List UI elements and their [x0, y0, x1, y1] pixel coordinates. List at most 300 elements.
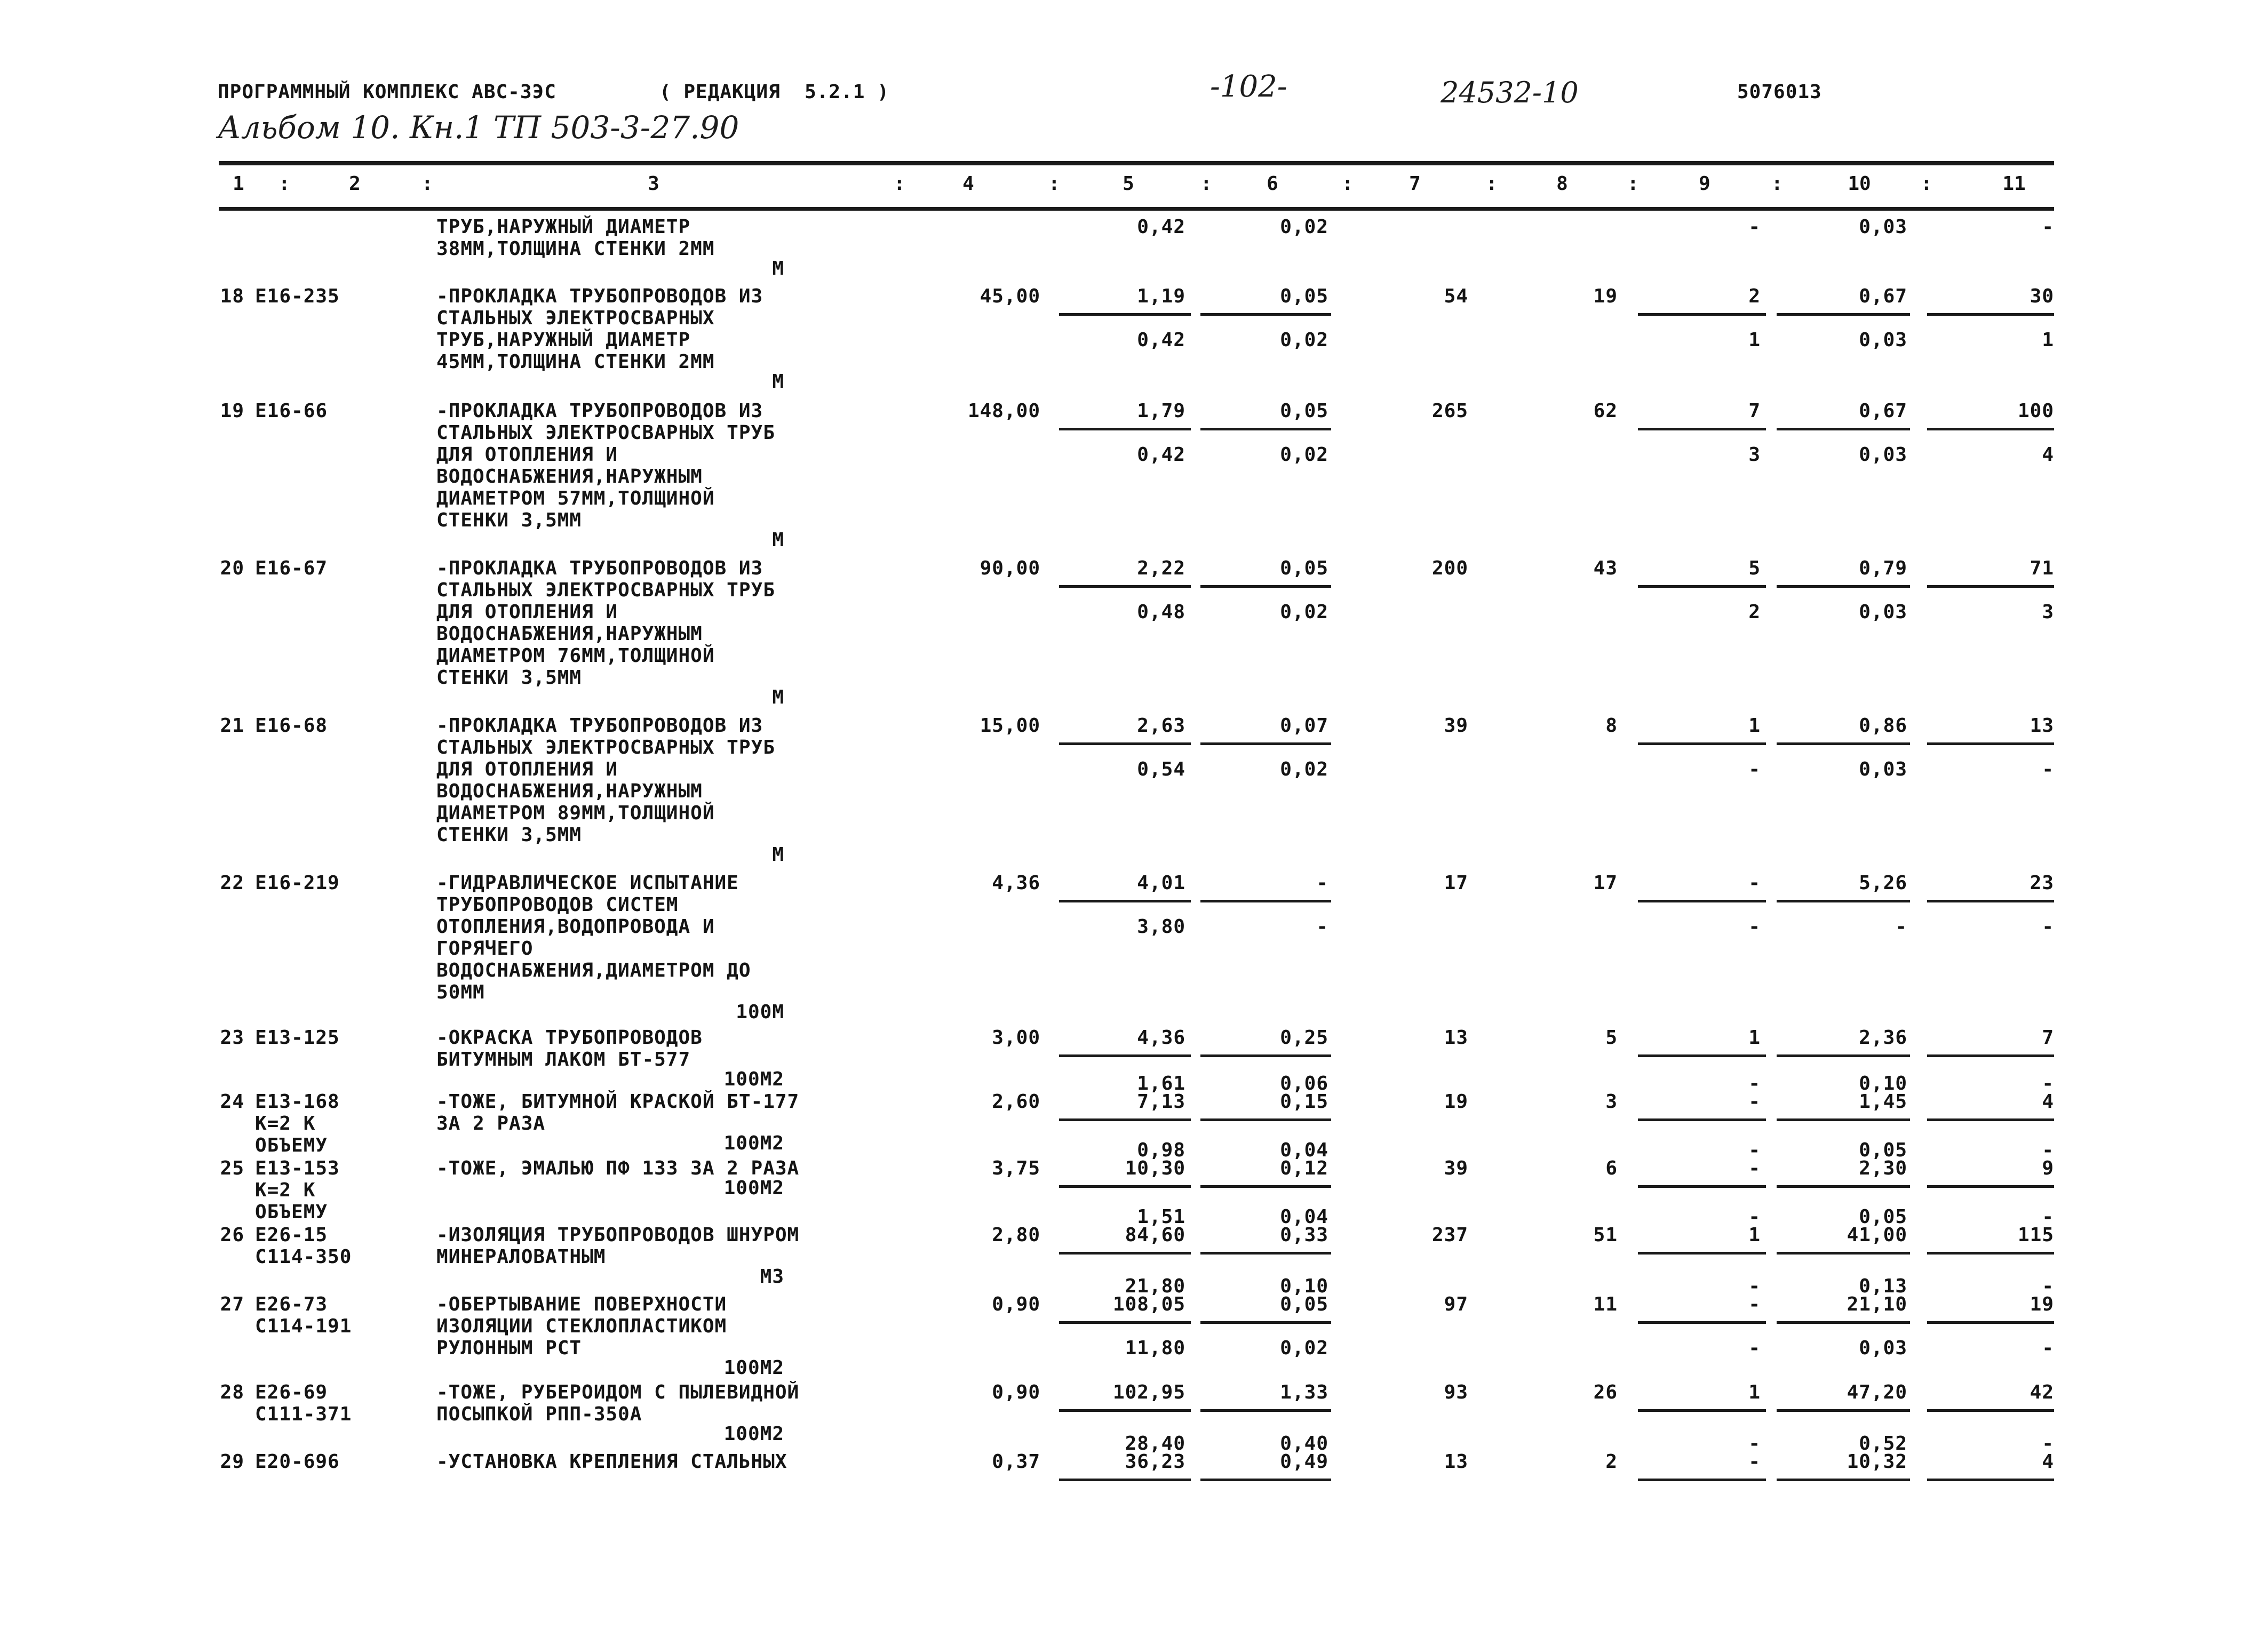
item-description: -ТОЖЕ, РУБЕРОИДОМ С ПЫЛЕВИДНОЙ [436, 1381, 800, 1403]
column-separator: : [1342, 173, 1354, 195]
item-description: ДИАМЕТРОМ 89ММ,ТОЛЩИНОЙ [436, 802, 715, 824]
item-description: ВОДОСНАБЖЕНИЯ,НАРУЖНЫМ [436, 466, 703, 488]
cell-c10: 10,32 [1847, 1451, 1907, 1473]
row-number: 19 [220, 400, 244, 422]
cell-c5-lower: 0,42 [1137, 216, 1185, 238]
fraction-line [1777, 428, 1910, 430]
unit-label: 100М2 [723, 1068, 784, 1090]
cell-c7: 200 [1431, 557, 1468, 579]
cell-c6: 0,07 [1280, 715, 1328, 737]
unit-label: М [772, 371, 784, 393]
cell-c10-lower: 0,03 [1859, 601, 1907, 623]
quantity-value: 15,00 [980, 715, 1040, 737]
item-description: ПОСЫПКОЙ РПП-350А [436, 1403, 642, 1425]
item-description: ДЛЯ ОТОПЛЕНИЯ И [436, 601, 618, 623]
item-description: ВОДОСНАБЖЕНИЯ,ДИАМЕТРОМ ДО [436, 960, 751, 981]
cell-c6-lower: 0,02 [1280, 444, 1328, 466]
cell-c9-lower: - [1748, 1337, 1761, 1359]
fraction-line [1638, 900, 1766, 902]
cell-c11-upper: - [2042, 1275, 2054, 1297]
fraction-line [1059, 1252, 1191, 1255]
cell-c10-upper: 0,05 [1859, 1139, 1907, 1161]
cell-c6: 0,49 [1280, 1451, 1328, 1473]
fraction-line [1059, 1118, 1191, 1121]
cell-c7: 13 [1444, 1027, 1468, 1049]
quantity-value: 148,00 [967, 400, 1040, 422]
row-number: 28 [220, 1381, 244, 1403]
cell-c9: - [1748, 1157, 1761, 1179]
column-separator: : [1921, 173, 1932, 195]
cell-c9-lower: - [1748, 216, 1761, 238]
cell-c9: 5 [1748, 557, 1761, 579]
cell-c11: 100 [2017, 400, 2054, 422]
cell-c10: 0,67 [1859, 285, 1907, 307]
cell-c6: 0,05 [1280, 1293, 1328, 1315]
cell-c10-upper: 0,13 [1859, 1275, 1907, 1297]
cell-c6-upper: 0,06 [1280, 1073, 1328, 1094]
row-number: 18 [220, 285, 244, 307]
cell-c10-upper: 0,10 [1859, 1073, 1907, 1094]
cell-c6-upper: 0,04 [1280, 1206, 1328, 1228]
cell-c10-lower: - [1895, 916, 1907, 938]
fraction-line [1927, 1409, 2054, 1412]
cell-c10: 21,10 [1847, 1293, 1907, 1315]
cell-c11: 115 [2017, 1224, 2054, 1246]
cell-c7: 237 [1431, 1224, 1468, 1246]
fraction-line [1059, 1321, 1191, 1324]
fraction-line [1059, 742, 1191, 745]
cell-c11-upper: - [2042, 1433, 2054, 1455]
cell-c9-lower: 1 [1748, 329, 1761, 351]
cell-c10: 2,36 [1859, 1027, 1907, 1049]
column-separator: : [421, 173, 433, 195]
column-header-8: 8 [1556, 173, 1568, 195]
item-description: ДИАМЕТРОМ 76ММ,ТОЛЩИНОЙ [436, 645, 715, 667]
document-number: 5076013 [1737, 81, 1822, 103]
fraction-line [1638, 742, 1766, 745]
fraction-line [1777, 1409, 1910, 1412]
row-number: 25 [220, 1157, 244, 1179]
fraction-line [1927, 1185, 2054, 1188]
cell-c9-upper: - [1748, 1139, 1761, 1161]
cell-c6-lower: 0,02 [1280, 758, 1328, 780]
unit-label: 100М2 [723, 1423, 784, 1445]
cell-c5-upper: 1,61 [1137, 1073, 1185, 1094]
fraction-line [1927, 1321, 2054, 1324]
cell-c5: 36,23 [1125, 1451, 1185, 1473]
cell-c6: 0,05 [1280, 400, 1328, 422]
cell-c7: 265 [1431, 400, 1468, 422]
page-number: -102- [1210, 69, 1287, 104]
cell-c6: 1,33 [1280, 1381, 1328, 1403]
fraction-line [1638, 1479, 1766, 1481]
column-separator: : [1486, 173, 1498, 195]
cell-c9: - [1748, 1293, 1761, 1315]
fraction-line [1200, 1479, 1331, 1481]
item-description: ЗА 2 РАЗА [436, 1113, 546, 1134]
column-header-11: 11 [2002, 173, 2026, 195]
fraction-line [1200, 313, 1331, 316]
row-number: 26 [220, 1224, 244, 1246]
cell-c10-lower: 0,03 [1859, 758, 1907, 780]
item-code: С114-350 [255, 1246, 352, 1268]
cell-c8: 11 [1593, 1293, 1618, 1315]
cell-c8: 3 [1605, 1091, 1618, 1113]
cell-c7: 13 [1444, 1451, 1468, 1473]
cell-c5-upper: 21,80 [1125, 1275, 1185, 1297]
fraction-line [1638, 1252, 1766, 1255]
unit-label: М [772, 258, 784, 279]
fraction-line [1200, 428, 1331, 430]
album-title: Альбом 10. Кн.1 ТП 503-3-27.90 [218, 109, 739, 146]
unit-label: 100М2 [723, 1132, 784, 1154]
item-description: СТАЛЬНЫХ ЭЛЕКТРОСВАРНЫХ ТРУБ [436, 422, 775, 444]
cell-c5-lower: 3,80 [1137, 916, 1185, 938]
cell-c11-lower: - [2042, 916, 2054, 938]
cell-c7: 39 [1444, 1157, 1468, 1179]
item-description: -ПРОКЛАДКА ТРУБОПРОВОДОВ ИЗ [436, 285, 763, 307]
item-description: ИЗОЛЯЦИИ СТЕКЛОПЛАСТИКОМ [436, 1315, 727, 1337]
item-code: Е16-68 [255, 715, 328, 737]
project-code: 24532-10 [1441, 76, 1579, 109]
row-number: 24 [220, 1091, 244, 1113]
item-description: СТЕНКИ 3,5ММ [436, 509, 582, 531]
cell-c11-lower: - [2042, 1337, 2054, 1359]
cell-c5-lower: 0,48 [1137, 601, 1185, 623]
cell-c11: 42 [2030, 1381, 2054, 1403]
fraction-line [1059, 1409, 1191, 1412]
fraction-line [1777, 1321, 1910, 1324]
cell-c11: 7 [2042, 1027, 2054, 1049]
column-separator: : [1771, 173, 1783, 195]
item-code: Е13-153 [255, 1157, 340, 1179]
item-description: -ПРОКЛАДКА ТРУБОПРОВОДОВ ИЗ [436, 400, 763, 422]
fraction-line [1638, 313, 1766, 316]
fraction-line [1777, 900, 1910, 902]
cell-c5: 7,13 [1137, 1091, 1185, 1113]
cell-c6-lower: 0,02 [1280, 329, 1328, 351]
row-number: 20 [220, 557, 244, 579]
fraction-line [1638, 1054, 1766, 1057]
fraction-line [1927, 742, 2054, 745]
cell-c10-upper: 0,05 [1859, 1206, 1907, 1228]
item-code: С114-191 [255, 1315, 352, 1337]
cell-c6: 0,12 [1280, 1157, 1328, 1179]
fraction-line [1059, 428, 1191, 430]
cell-c10: 0,79 [1859, 557, 1907, 579]
cell-c9-upper: - [1748, 1206, 1761, 1228]
item-code: Е16-67 [255, 557, 328, 579]
unit-label: М [772, 686, 784, 708]
fraction-line [1638, 1321, 1766, 1324]
cell-c5-lower: 0,42 [1137, 329, 1185, 351]
cell-c5-upper: 28,40 [1125, 1433, 1185, 1455]
item-description: -ОКРАСКА ТРУБОПРОВОДОВ [436, 1027, 703, 1049]
item-code: Е13-125 [255, 1027, 340, 1049]
fraction-line [1777, 1118, 1910, 1121]
unit-label: М [772, 529, 784, 551]
cell-c11: 30 [2030, 285, 2054, 307]
quantity-value: 0,90 [992, 1293, 1040, 1315]
cell-c5: 1,19 [1137, 285, 1185, 307]
item-description: СТЕНКИ 3,5ММ [436, 667, 582, 689]
column-header-2: 2 [349, 173, 361, 195]
column-header-10: 10 [1848, 173, 1871, 195]
cell-c6: 0,15 [1280, 1091, 1328, 1113]
cell-c6-lower: - [1316, 916, 1328, 938]
cell-c5-upper: 0,98 [1137, 1139, 1185, 1161]
quantity-value: 3,00 [992, 1027, 1040, 1049]
fraction-line [1777, 742, 1910, 745]
quantity-value: 4,36 [992, 872, 1040, 894]
cell-c6: 0,25 [1280, 1027, 1328, 1049]
row-number: 29 [220, 1451, 244, 1473]
cell-c9: - [1748, 1091, 1761, 1113]
cell-c9-lower: 2 [1748, 601, 1761, 623]
cell-c11-lower: 1 [2042, 329, 2054, 351]
cell-c9: - [1748, 1451, 1761, 1473]
fraction-line [1200, 585, 1331, 588]
cell-c10-lower: 0,03 [1859, 444, 1907, 466]
item-description: ТРУБОПРОВОДОВ СИСТЕМ [436, 894, 679, 916]
cell-c6: 0,05 [1280, 285, 1328, 307]
cell-c11: 71 [2030, 557, 2054, 579]
item-code: Е13-168 [255, 1091, 340, 1113]
column-separator: : [1048, 173, 1060, 195]
cell-c10-lower: 0,03 [1859, 329, 1907, 351]
cell-c11-upper: - [2042, 1073, 2054, 1094]
fraction-line [1927, 1054, 2054, 1057]
unit-label: 100М2 [723, 1177, 784, 1199]
cell-c5: 1,79 [1137, 400, 1185, 422]
fraction-line [1059, 1479, 1191, 1481]
item-code: Е16-219 [255, 872, 340, 894]
unit-label: М [772, 844, 784, 866]
fraction-line [1200, 1409, 1331, 1412]
cell-c8: 5 [1605, 1027, 1618, 1049]
fraction-line [1927, 1252, 2054, 1255]
fraction-line [1638, 1185, 1766, 1188]
cell-c5: 102,95 [1112, 1381, 1185, 1403]
fraction-line [1927, 585, 2054, 588]
cell-c11: 23 [2030, 872, 2054, 894]
fraction-line [1059, 1054, 1191, 1057]
column-header-1: 1 [233, 173, 244, 195]
cell-c7: 19 [1444, 1091, 1468, 1113]
item-description: МИНЕРАЛОВАТНЫМ [436, 1246, 606, 1268]
header-top-rule [219, 161, 2054, 165]
fraction-line [1927, 1479, 2054, 1481]
column-header-7: 7 [1409, 173, 1421, 195]
item-description: -ГИДРАВЛИЧЕСКОЕ ИСПЫТАНИЕ [436, 872, 739, 894]
cell-c10: 0,86 [1859, 715, 1907, 737]
cell-c9: 2 [1748, 285, 1761, 307]
cell-c5: 84,60 [1125, 1224, 1185, 1246]
cell-c8: 6 [1605, 1157, 1618, 1179]
cell-c11: 4 [2042, 1091, 2054, 1113]
cell-c9-lower: 3 [1748, 444, 1761, 466]
unit-label: М3 [760, 1266, 784, 1288]
fraction-line [1777, 1252, 1910, 1255]
cell-c11-upper: - [2042, 1206, 2054, 1228]
cell-c11: 19 [2030, 1293, 2054, 1315]
item-description: 38ММ,ТОЛЩИНА СТЕНКИ 2ММ [436, 238, 715, 260]
fraction-line [1927, 313, 2054, 316]
cell-c9: 1 [1748, 715, 1761, 737]
item-description: -ПРОКЛАДКА ТРУБОПРОВОДОВ ИЗ [436, 715, 763, 737]
fraction-line [1927, 428, 2054, 430]
column-header-5: 5 [1123, 173, 1134, 195]
column-separator: : [894, 173, 905, 195]
cell-c11-lower: 4 [2042, 444, 2054, 466]
cell-c7: 17 [1444, 872, 1468, 894]
quantity-value: 0,90 [992, 1381, 1040, 1403]
item-description: 50ММ [436, 981, 485, 1003]
item-code: Е26-73 [255, 1293, 328, 1315]
cell-c9: 1 [1748, 1381, 1761, 1403]
fraction-line [1777, 1479, 1910, 1481]
column-header-4: 4 [962, 173, 974, 195]
cell-c8: 2 [1605, 1451, 1618, 1473]
edition-label: ( РЕДАКЦИЯ 5.2.1 ) [659, 81, 889, 103]
item-description: ВОДОСНАБЖЕНИЯ,НАРУЖНЫМ [436, 780, 703, 802]
cell-c5: 2,63 [1137, 715, 1185, 737]
fraction-line [1777, 1185, 1910, 1188]
cell-c8: 8 [1605, 715, 1618, 737]
column-separator: : [1200, 173, 1212, 195]
cell-c7: 97 [1444, 1293, 1468, 1315]
cell-c11-lower: 3 [2042, 601, 2054, 623]
item-description: -ОБЕРТЫВАНИЕ ПОВЕРХНОСТИ [436, 1293, 727, 1315]
item-code: Е20-696 [255, 1451, 340, 1473]
row-number: 27 [220, 1293, 244, 1315]
unit-label: 100М [736, 1001, 784, 1023]
column-separator: : [1627, 173, 1639, 195]
item-description: ВОДОСНАБЖЕНИЯ,НАРУЖНЫМ [436, 623, 703, 645]
item-description: ТРУБ,НАРУЖНЫЙ ДИАМЕТР [436, 329, 691, 351]
fraction-line [1200, 1185, 1331, 1188]
cell-c7: 39 [1444, 715, 1468, 737]
cell-c5: 4,01 [1137, 872, 1185, 894]
item-description: -ТОЖЕ, БИТУМНОЙ КРАСКОЙ БТ-177 [436, 1091, 800, 1113]
cell-c9: - [1748, 872, 1761, 894]
cell-c9-lower: - [1748, 916, 1761, 938]
cell-c5: 4,36 [1137, 1027, 1185, 1049]
fraction-line [1200, 742, 1331, 745]
fraction-line [1927, 1118, 2054, 1121]
quantity-value: 45,00 [980, 285, 1040, 307]
fraction-line [1200, 1252, 1331, 1255]
cell-c6-upper: 0,04 [1280, 1139, 1328, 1161]
fraction-line [1777, 1054, 1910, 1057]
fraction-line [1638, 585, 1766, 588]
fraction-line [1200, 900, 1331, 902]
fraction-line [1059, 313, 1191, 316]
cell-c6-lower: 0,02 [1280, 1337, 1328, 1359]
fraction-line [1638, 428, 1766, 430]
cell-c6: 0,33 [1280, 1224, 1328, 1246]
cell-c8: 51 [1593, 1224, 1618, 1246]
item-description: -УСТАНОВКА КРЕПЛЕНИЯ СТАЛЬНЫХ [436, 1451, 787, 1473]
fraction-line [1777, 585, 1910, 588]
cell-c7: 54 [1444, 285, 1468, 307]
cell-c5-lower: 0,42 [1137, 444, 1185, 466]
cell-c8: 17 [1593, 872, 1618, 894]
cell-c10-lower: 0,03 [1859, 216, 1907, 238]
cell-c5: 108,05 [1112, 1293, 1185, 1315]
fraction-line [1638, 1409, 1766, 1412]
cell-c6-lower: 0,02 [1280, 216, 1328, 238]
item-code: Е16-235 [255, 285, 340, 307]
item-description: ДИАМЕТРОМ 57ММ,ТОЛЩИНОЙ [436, 488, 715, 509]
program-name: ПРОГРАММНЫЙ КОМПЛЕКС АВС-3ЭС [218, 81, 556, 103]
quantity-value: 2,80 [992, 1224, 1040, 1246]
cell-c10: 2,30 [1859, 1157, 1907, 1179]
cell-c5: 2,22 [1137, 557, 1185, 579]
column-header-3: 3 [648, 173, 659, 195]
cell-c6-lower: 0,02 [1280, 601, 1328, 623]
item-code: Е16-66 [255, 400, 328, 422]
cell-c5-upper: 1,51 [1137, 1206, 1185, 1228]
cell-c10-upper: 0,52 [1859, 1433, 1907, 1455]
cell-c10: 1,45 [1859, 1091, 1907, 1113]
item-description: ДЛЯ ОТОПЛЕНИЯ И [436, 758, 618, 780]
item-description: -ПРОКЛАДКА ТРУБОПРОВОДОВ ИЗ [436, 557, 763, 579]
fraction-line [1927, 900, 2054, 902]
cell-c11: 4 [2042, 1451, 2054, 1473]
fraction-line [1200, 1118, 1331, 1121]
item-description: ГОРЯЧЕГО [436, 938, 534, 960]
fraction-line [1777, 313, 1910, 316]
fraction-line [1059, 900, 1191, 902]
column-header-6: 6 [1267, 173, 1278, 195]
unit-label: 100М2 [723, 1357, 784, 1379]
row-number: 21 [220, 715, 244, 737]
item-description: СТЕНКИ 3,5ММ [436, 824, 582, 846]
cell-c9-upper: - [1748, 1275, 1761, 1297]
item-description: РУЛОННЫМ РСТ [436, 1337, 582, 1359]
item-description: ДЛЯ ОТОПЛЕНИЯ И [436, 444, 618, 466]
quantity-value: 90,00 [980, 557, 1040, 579]
quantity-value: 0,37 [992, 1451, 1040, 1473]
cell-c9-upper: - [1748, 1073, 1761, 1094]
cell-c6-upper: 0,40 [1280, 1433, 1328, 1455]
quantity-value: 2,60 [992, 1091, 1040, 1113]
cell-c5-lower: 0,54 [1137, 758, 1185, 780]
row-number: 23 [220, 1027, 244, 1049]
cell-c8: 62 [1593, 400, 1618, 422]
cell-c8: 43 [1593, 557, 1618, 579]
cell-c11-lower: - [2042, 216, 2054, 238]
cell-c5-lower: 11,80 [1125, 1337, 1185, 1359]
fraction-line [1638, 1118, 1766, 1121]
item-description: БИТУМНЫМ ЛАКОМ БТ-577 [436, 1049, 691, 1070]
fraction-line [1059, 585, 1191, 588]
quantity-value: 3,75 [992, 1157, 1040, 1179]
item-code: К=2 К [255, 1113, 316, 1134]
cell-c10: 47,20 [1847, 1381, 1907, 1403]
item-description: СТАЛЬНЫХ ЭЛЕКТРОСВАРНЫХ ТРУБ [436, 737, 775, 758]
item-description: -ИЗОЛЯЦИЯ ТРУБОПРОВОДОВ ШНУРОМ [436, 1224, 800, 1246]
item-code: Е26-15 [255, 1224, 328, 1246]
item-description: СТАЛЬНЫХ ЭЛЕКТРОСВАРНЫХ [436, 307, 715, 329]
cell-c7: 93 [1444, 1381, 1468, 1403]
item-description: СТАЛЬНЫХ ЭЛЕКТРОСВАРНЫХ ТРУБ [436, 579, 775, 601]
column-separator: : [278, 173, 290, 195]
fraction-line [1200, 1321, 1331, 1324]
item-code: С111-371 [255, 1403, 352, 1425]
cell-c8: 19 [1593, 285, 1618, 307]
